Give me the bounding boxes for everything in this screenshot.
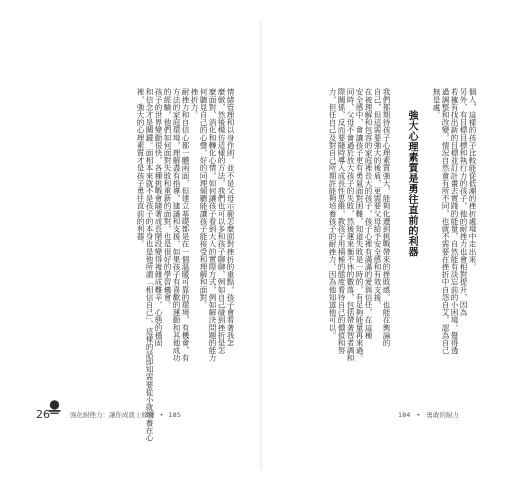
text-column: 何聽見自己的心聲，好的同理傾聽能讓孩子能接受和理解和面對。 xyxy=(199,88,208,309)
text-column: 和信念才是關鍵。面相本來就不是孩子的本身也是他所謂「相信自己」，這樣的話即知需要從小就培養在心 xyxy=(145,88,154,442)
running-footer: 184 • 勇敢的耐力 xyxy=(398,411,459,419)
page-number: 184 xyxy=(398,411,411,419)
text-column: 自己，但這需要強大的後盾，更需要父母給予安全感和有效支援。 xyxy=(373,88,382,309)
text-column: 力，但任自己及對自己所期許能夠培養孩子的耐挫力，因為他知道他可以。 xyxy=(328,88,337,339)
text-column: 在被理解和包容的家庭裡長大的孩子，孩子心裡有滿滿的愛與信任，在這種 xyxy=(364,88,373,339)
text-column: 我們都期待孩子心理素質強大，能夠化遭到挑戰帶來的挫敗感。也能在輿論的 xyxy=(382,88,391,347)
footer-page-number: 185 xyxy=(168,411,181,419)
text-column: 孩子的世界變動很快，各種挑戰會隨著成長階段變得複雜成難辛，心態的穩固 xyxy=(154,88,163,347)
running-title: 強化耐挫力：讓你成就上條轉 xyxy=(70,411,155,419)
running-footer: 強化耐挫力：讓你成就上條轉 • 185 xyxy=(70,411,181,419)
running-title: 勇敢的耐力 xyxy=(426,411,459,419)
text-column: 若擁有找出新的目標並訂計畫去實踐的能量，自然能有淡忘前的小困境，覺得透 xyxy=(450,88,459,354)
text-column: 挫折力。 xyxy=(190,88,199,119)
text-column: 另外，有目標目標和執行力的孩子，他的耐挫力也會相對提升，因為 xyxy=(459,88,468,316)
text-column: 裡，強大的心理素質才是孩子勇往直前的利器。 xyxy=(136,88,145,248)
text-column: 過調整和改變，情況自然會有所不同，也就不需要在挫折中自怨自艾，認為自己 xyxy=(441,88,450,354)
page-number: 26 xyxy=(36,408,50,421)
text-column: 個人，這樣的孩子比較能從低潮的挫折處境中走出來。 xyxy=(468,88,477,271)
text-column: 方法的家庭環境，理解盡有指導，建議和支援，如果孩子有喜歡的運動和其他成功 xyxy=(172,88,181,362)
section-heading: 強大心理素質是勇往直前的利器 xyxy=(406,110,417,257)
text-column: 的經驗，他們如何面對失敗和重新的面對，也是很好的學習機會。 xyxy=(163,88,172,309)
text-column: 麼做，然後模仿這樣的方法，我們也可以多和孩子聊聊，例如自己碰到挫折是怎 xyxy=(217,88,226,354)
text-column: 麼面對、消化和轉化心情，如何讓孩子看到大人的實際方式，例如解決問題的能力 xyxy=(208,88,217,362)
text-column: 同時，父母不會過於放大孩子的失敗，然後運來衡不休的數落，包括帶著智者調和 xyxy=(346,88,355,362)
text-column: 無是處。 xyxy=(432,88,441,119)
text-column: 耐挫力和自信心都一體兩面，但建立基礎都是在一個溫暖可靠的環境，有機會，有 xyxy=(181,88,190,362)
text-column: 際關係，反而要隨時導入成長性思維，教孩子用積極的態度看待自己的價值和努 xyxy=(337,88,346,354)
gutter xyxy=(258,20,264,470)
text-column: 安全感中，會讓孩子更有勇氣面對困難，知道失敗是一時的，有足夠能量再來過。 xyxy=(355,88,364,362)
text-column: 情緒管理和以身作則，並不是父母示範怎麼面對挫折的重點，孩子會看著我怎 xyxy=(226,88,235,347)
